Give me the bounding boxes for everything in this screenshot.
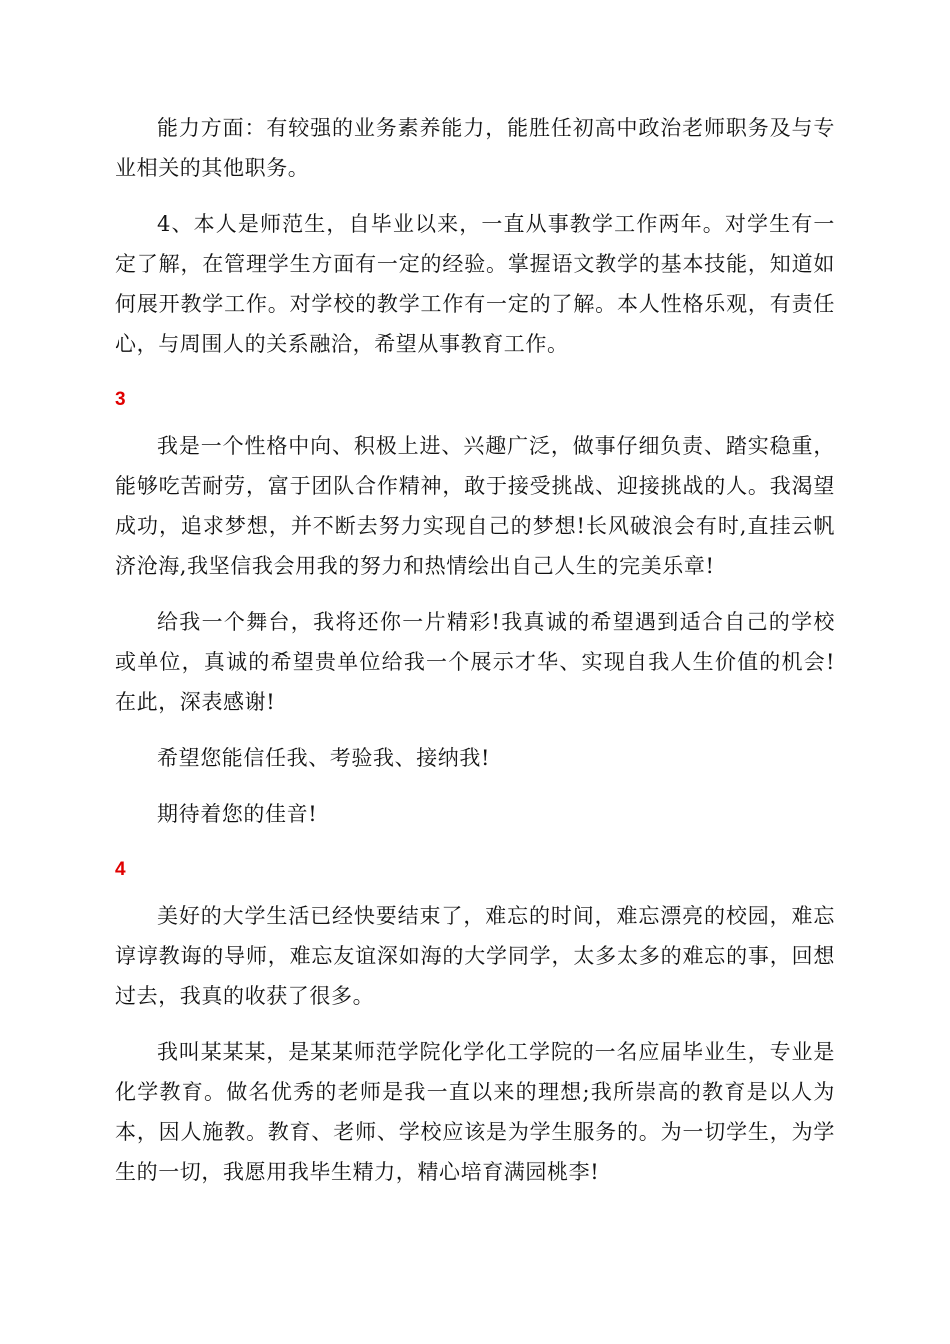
document-body (115, 108, 835, 1208)
section-heading-4: 4 (115, 859, 126, 880)
paragraph-personality: 我是一个性格中向、积极上进、兴趣广泛，做事仔细负责、踏实稳重，能够吃苦耐劳，富于团队合作精神，敢于接受挑战、迎接挑战的人。我渴望成功，追求梦想，并不断去努力实现自己的梦想!长风破浪会有时,直挂云帆济沧海,我坚信我会用我的努力和热情绘出自己人生的完美乐章! (115, 434, 835, 578)
section-heading-3: 3 (115, 389, 126, 410)
paragraph-closing: 期待着您的佳音! (157, 802, 318, 826)
paragraph-university-life: 美好的大学生活已经快要结束了，难忘的时间，难忘漂亮的校园，难忘谆谆教诲的导师，难忘友谊深如海的大学同学，太多太多的难忘的事，回想过去，我真的收获了很多。 (115, 904, 835, 1008)
paragraph-introduction: 我叫某某某，是某某师范学院化学化工学院的一名应届毕业生，专业是化学教育。做名优秀的老师是我一直以来的理想;我所崇高的教育是以人为本，因人施教。教育、老师、学校应该是为学生服务的。为一切学生，为学生的一切，我愿用我毕生精力，精心培育满园桃李! (115, 1040, 835, 1184)
paragraph-stage: 给我一个舞台，我将还你一片精彩!我真诚的希望遇到适合自己的学校或单位，真诚的希望贵单位给我一个展示才华、实现自我人生价值的机会!在此，深表感谢! (115, 610, 835, 714)
paragraph-item-4: 4、本人是师范生，自毕业以来，一直从事教学工作两年。对学生有一定了解，在管理学生方面有一定的经验。掌握语文教学的基本技能，知道如何展开教学工作。对学校的教学工作有一定的了解。本人性格乐观，有责任心，与周围人的关系融洽，希望从事教育工作。 (115, 212, 835, 356)
paragraph-trust: 希望您能信任我、考验我、接纳我! (157, 746, 491, 770)
paragraph-ability: 能力方面：有较强的业务素养能力，能胜任初高中政治老师职务及与专业相关的其他职务。 (115, 116, 835, 180)
